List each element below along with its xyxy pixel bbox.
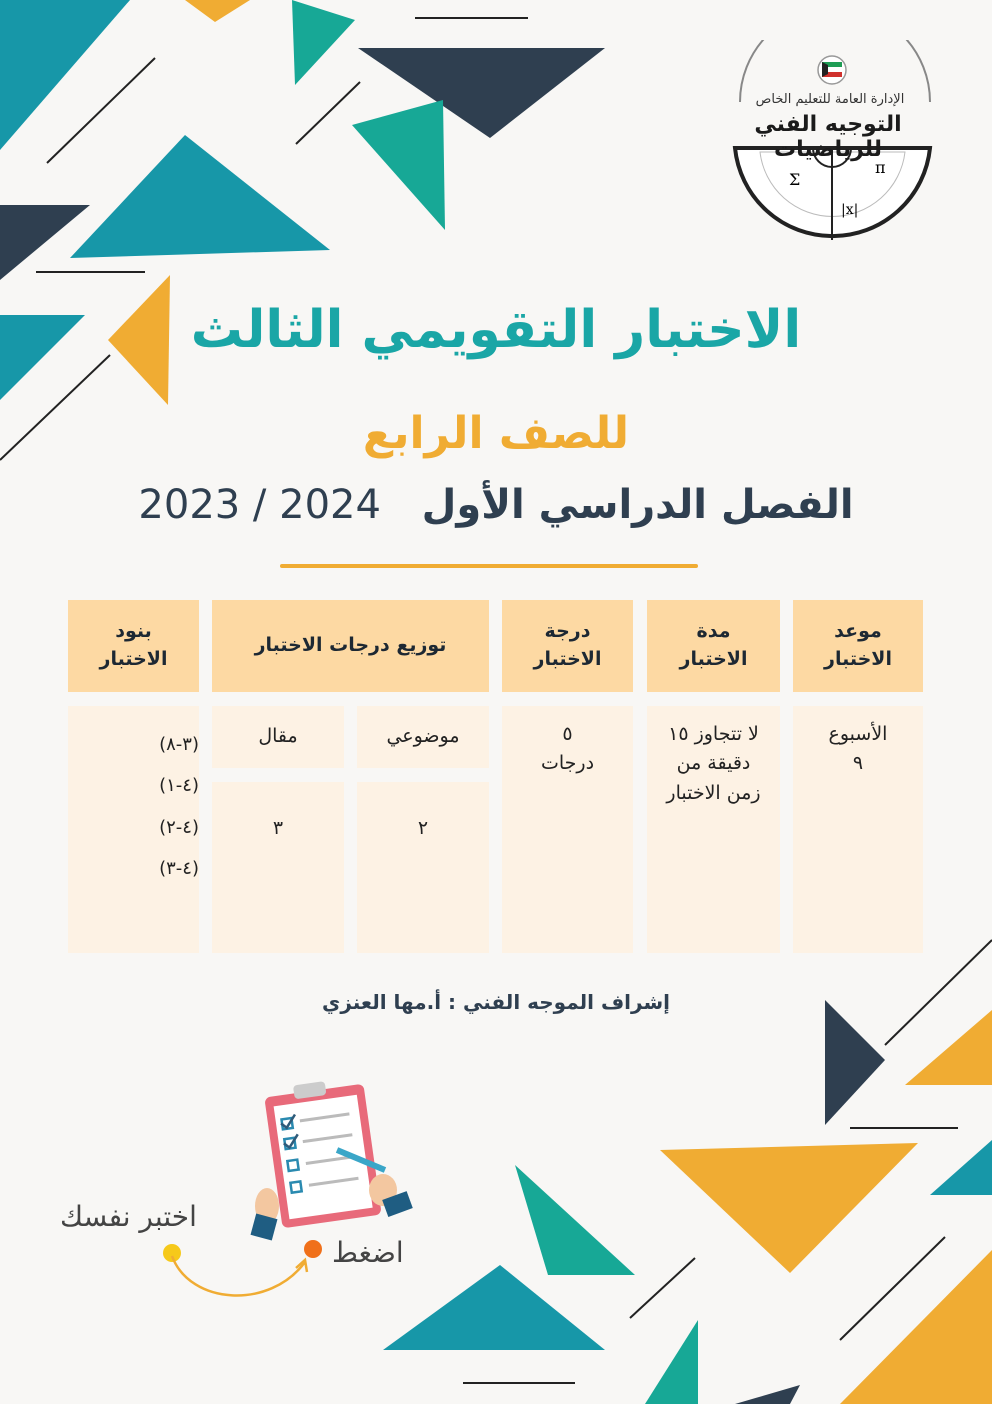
page-title: الاختبار التقويمي الثالث xyxy=(190,300,802,360)
logo-line2: التوجيه الفني للرياضيات xyxy=(754,112,902,162)
supervision-text: إشراف الموجه الفني : أ.مها العنزي xyxy=(321,990,671,1014)
duration-value: لا تتجاوز ١٥ دقيقة من زمن الاختبار xyxy=(647,706,780,953)
essay-label: مقال xyxy=(212,706,344,768)
objective-value: ٢ xyxy=(357,782,489,953)
list-item: (٤-٣) xyxy=(159,858,199,880)
header-items: بنود الاختبار xyxy=(68,600,199,692)
header-distribution: توزيع درجات الاختبار xyxy=(212,600,489,692)
list-item: (٤-٢) xyxy=(159,816,199,838)
grade-value: ٥ درجات xyxy=(502,706,633,953)
list-item: (٤-١) xyxy=(159,775,199,797)
svg-text:π: π xyxy=(875,158,886,177)
try-yourself-label: اختبر نفسك xyxy=(60,1200,197,1233)
header-duration: مدة الاختبار xyxy=(647,600,780,692)
header-date: موعد الاختبار xyxy=(793,600,923,692)
list-item: (٣-٨) xyxy=(159,734,199,755)
svg-text:Σ: Σ xyxy=(789,170,801,189)
grade-subtitle: للصف الرابع xyxy=(362,408,630,459)
essay-value: ٣ xyxy=(212,782,344,953)
logo-line1: الإدارة العامة للتعليم الخاص xyxy=(755,92,905,107)
press-button[interactable]: اضغط xyxy=(332,1236,404,1269)
svg-text:|x|: |x| xyxy=(841,202,859,218)
header-grade: درجة الاختبار xyxy=(502,600,633,692)
term-label: الفصل الدراسي الأول xyxy=(421,482,854,528)
term-year: 2023 / 2024 xyxy=(138,482,381,528)
objective-label: موضوعي xyxy=(357,706,489,768)
date-value: الأسبوع ٩ xyxy=(793,706,923,953)
